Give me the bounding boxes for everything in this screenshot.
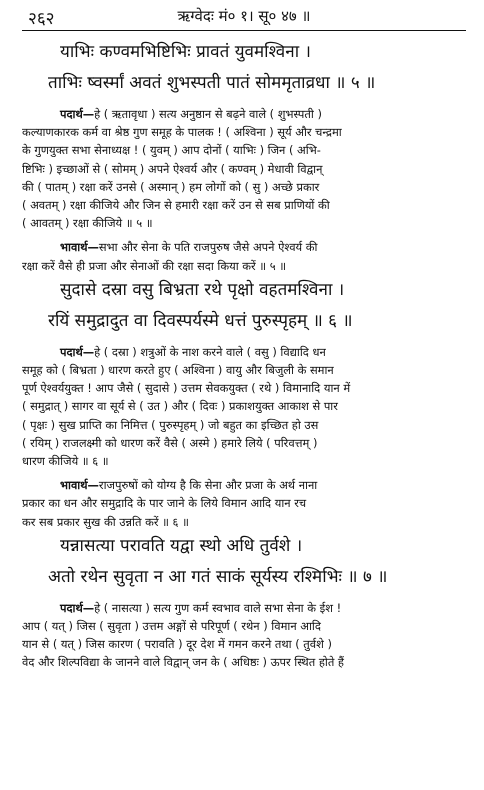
mantra-5-line-1: याभिः कण्वमभिष्टिभिः प्रावतं युवमश्विना । [60, 42, 311, 62]
text-line: हे ( दस्रा ) शत्रुओं के नाश करने वाले ( वसु ) विद्यादि धन [94, 344, 326, 359]
text-line: ( समुद्रात् ) सागर वा सूर्य से ( उत ) और ( दिवः ) प्रकाशयुक्त आकाश से पार [22, 399, 338, 414]
text-line: पूर्ण ऐश्वर्ययुक्त ! आप जैसे ( सुदासे ) उत्तम सेवकयुक्त ( रथे ) विमानादि यान में [22, 381, 351, 396]
text-line: राजपुरुषों को योग्य है कि सेना और प्रजा के अर्थ नाना [98, 478, 318, 493]
mantra-7-line-2: अतो रथेन सुवृता न आ गतं साकं सूर्यस्य रश्मिभिः ॥ ७ ॥ [48, 566, 388, 587]
page-number: २६२ [28, 9, 55, 29]
text-line: समूह को ( बिभ्रता ) धारण करते हुए ( अश्विना ) वायु और बिजुली के समान [22, 363, 334, 378]
text-line: के गुणयुक्त सभा सेनाध्यक्ष ! ( युवम् ) आप दोनों ( याभिः ) जिन ( अभि- [22, 143, 321, 158]
padartha-label: पदार्थ— [60, 344, 95, 359]
text-line: ( अवतम् ) रक्षा कीजिये और जिन से हमारी रक्षा करें उन से सब प्राणियों की [22, 198, 330, 213]
mantra-6-line-2: रयिं समुद्रादुत वा दिवस्पर्यस्मे धत्तं पुरुस्पृहम् ॥ ६ ॥ [48, 310, 353, 331]
padartha-6 [22, 343, 466, 470]
page-header [22, 4, 466, 31]
text-line: ( आवतम् ) रक्षा कीजिये ॥ ५ ॥ [22, 216, 153, 231]
text-line: ष्टिभिः ) इच्छाओं से ( सोमम् ) अपने ऐश्वर्य और ( कण्वम् ) मेधावी विद्वान् [22, 161, 323, 176]
padartha-5 [22, 105, 466, 232]
text-line: ( पृक्षः ) सुख प्राप्ति का निमित्त ( पुरुस्पृहम् ) जो बहुत का इच्छित हो उस [22, 417, 319, 432]
bhavartha-5 [22, 238, 466, 274]
text-line: कर सब प्रकार सुख की उन्नति करें ॥ ६ ॥ [22, 514, 189, 529]
mantra-6-line-1: सुदासे दस्रा वसु बिभ्रता रथे पृक्षो वहतमश्विना । [60, 279, 345, 300]
text-line: हे ( नासत्या ) सत्य गुण कर्म स्वभाव वाले सभा सेना के ईश ! [94, 600, 342, 615]
padartha-7 [22, 599, 466, 672]
text-line: हे ( ऋतावृधा ) सत्य अनुष्ठान से बढ़ने वाले ( शुभस्पती ) [94, 107, 322, 121]
text-line: रक्षा करें वैसे ही प्रजा और सेनाओं की रक्षा सदा किया करें ॥ ५ ॥ [22, 258, 287, 273]
text-line: धारण कीजिये ॥ ६ ॥ [22, 454, 109, 469]
bhavartha-label: भावार्थ— [60, 478, 99, 493]
padartha-label: पदार्थ— [60, 107, 95, 121]
padartha-label: पदार्थ— [60, 600, 95, 615]
text-line: ( रयिम् ) राजलक्ष्मी को धारण करें वैसे ( अस्मे ) हमारे लिये ( परिवत्तम् ) [22, 435, 318, 450]
text-line: वेद और शिल्पविद्या के जानने वाले विद्वान् जन के ( अधिष्ठः ) ऊपर स्थित होते हैं [22, 655, 344, 670]
bhavartha-6 [22, 476, 466, 531]
text-line: आप ( यत् ) जिस ( सुवृता ) उत्तम अङ्गों से परिपूर्ण ( रथेन ) विमान आदि [22, 619, 321, 634]
text-line: कल्याणकारक कर्म वा श्रेष्ठ गुण समूह के पालक ! ( अश्विना ) सूर्य और चन्द्रमा [22, 125, 342, 140]
mantra-5-line-2: ताभिः ष्वर्स्मां अवतं शुभस्पती पातं सोममृताव्रधा ॥ ५ ॥ [48, 73, 376, 93]
text-line: की ( पातम् ) रक्षा करें उनसे ( अस्मान् ) हम लोगों को ( सु ) अच्छे प्रकार [22, 179, 320, 194]
text-line: प्रकार का धन और समुद्रादि के पार जाने के लिये विमान आदि यान रच [22, 496, 307, 511]
text-line: यान से ( यत् ) जिस कारण ( परावति ) दूर देश में गमन करने तथा ( तुर्वशे ) [22, 637, 332, 652]
text-line: सभा और सेना के पति राजपुरुष जैसे अपने ऐश्वर्य की [98, 240, 318, 255]
mantra-7-line-1: यन्नासत्या परावति यद्वा स्थो अधि तुर्वशे । [60, 535, 303, 556]
bhavartha-label: भावार्थ— [60, 240, 99, 255]
running-title: ऋग्वेदः मं० १। सू० ४७ ॥ [177, 7, 311, 25]
